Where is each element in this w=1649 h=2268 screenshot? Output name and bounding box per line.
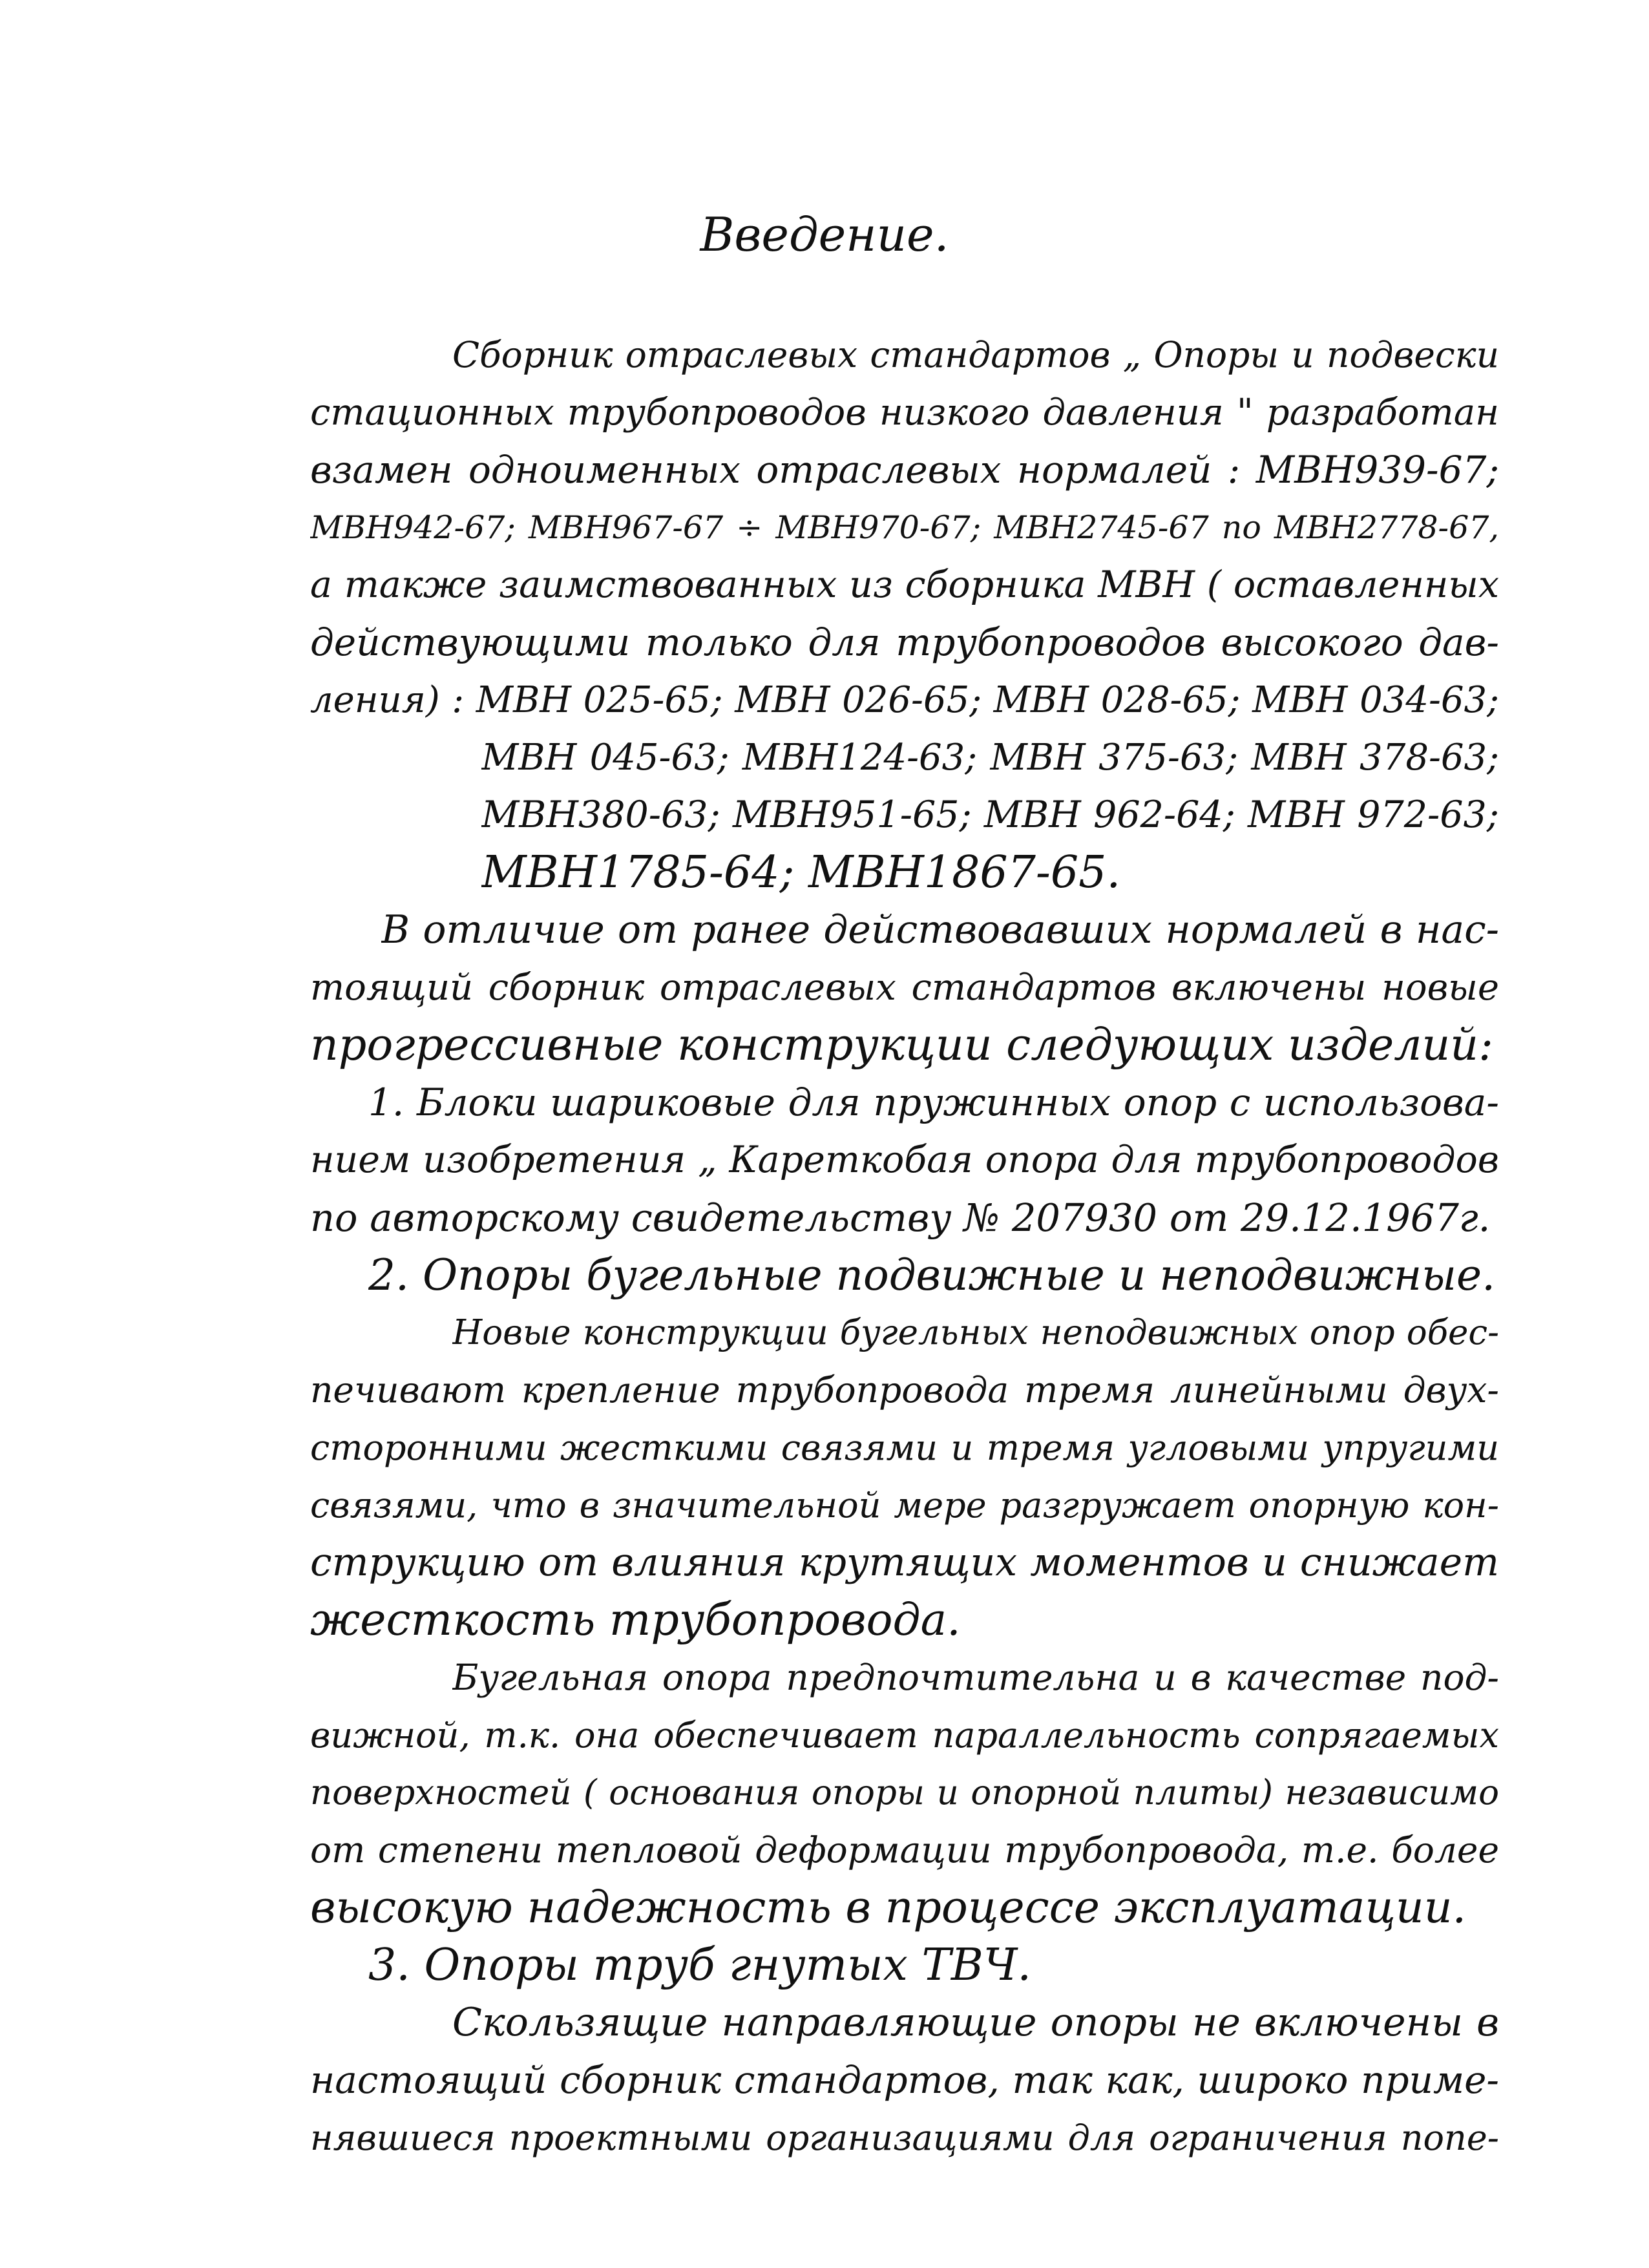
text-line: взамен одноименных отраслевых нормалей : МВН939-67;	[310, 448, 1499, 492]
text-line: 1. Блоки шариковые для пружинных опор с использова-	[368, 1080, 1499, 1124]
text-line: по авторскому свидетельству № 207930 от 29.12.1967г.	[310, 1195, 1491, 1240]
text-line: печивают крепление трубопровода тремя линейными двух-	[310, 1369, 1499, 1411]
text-line: настоящий сборник стандартов, так как, широко приме-	[310, 2058, 1499, 2102]
text-line: высокую надежность в процессе эксплуатации.	[310, 1882, 1467, 1933]
text-line: Сборник отраслевых стандартов „ Опоры и подвески	[452, 334, 1499, 375]
text-line: 2. Опоры бугельные подвижные и неподвижные.	[368, 1250, 1496, 1300]
text-line: струкцию от влияния крутящих моментов и снижает	[310, 1540, 1499, 1585]
text-line: В отличие от ранее действовавших нормалей в нас-	[381, 907, 1499, 952]
text-line: тоящий сборник отраслевых стандартов включены новые	[310, 967, 1499, 1009]
text-line: Бугельная опора предпочтительна и в качестве под-	[452, 1657, 1499, 1698]
text-line: действующими только для трубопроводов высокого дав-	[310, 620, 1499, 664]
text-line: связями, что в значительной мере разгружает опорную кон-	[310, 1485, 1499, 1526]
text-line: 3. Опоры труб гнутых ТВЧ.	[368, 1940, 1032, 1991]
text-line: прогрессивные конструкции следующих изделий:	[310, 1020, 1493, 1071]
text-line: от степени тепловой деформации трубопровода, т.е. более	[310, 1829, 1499, 1871]
page-title: Введение.	[700, 207, 949, 262]
text-line: вижной, т.к. она обеспечивает параллельность сопрягаемых	[310, 1715, 1499, 1756]
text-line: МВН380-63; МВН951-65; МВН 962-64; МВН 972-63;	[481, 793, 1499, 836]
text-line: нявшиеся проектными организациями для ограничения попе-	[310, 2117, 1499, 2158]
text-line: Новые конструкции бугельных неподвижных опор обес-	[452, 1313, 1499, 1352]
text-line: сторонними жесткими связями и тремя угловыми упругими	[310, 1427, 1499, 1468]
text-line: жесткость трубопровода.	[310, 1595, 961, 1646]
text-line: поверхностей ( основания опоры и опорной плиты) независимо	[310, 1773, 1499, 1812]
text-line: стационных трубопроводов низкого давления " разработан	[310, 392, 1499, 434]
text-line: Скользящие направляющие опоры не включены в	[452, 2000, 1499, 2045]
text-line: ления) : МВН 025-65; МВН 026-65; МВН 028-65; МВН 034-63;	[310, 679, 1499, 721]
text-line: а также заимствованных из сборника МВН ( оставленных	[310, 563, 1499, 606]
text-line: МВН 045-63; МВН124-63; МВН 375-63; МВН 378-63;	[481, 737, 1499, 779]
text-line: МВН1785-64; МВН1867-65.	[481, 847, 1121, 898]
text-line: МВН942-67; МВН967-67 ÷ МВН970-67; МВН2745-67 по МВН2778-67,	[310, 509, 1499, 546]
text-line: нием изобретения „ Кареткобая опора для трубопроводов	[310, 1139, 1499, 1181]
